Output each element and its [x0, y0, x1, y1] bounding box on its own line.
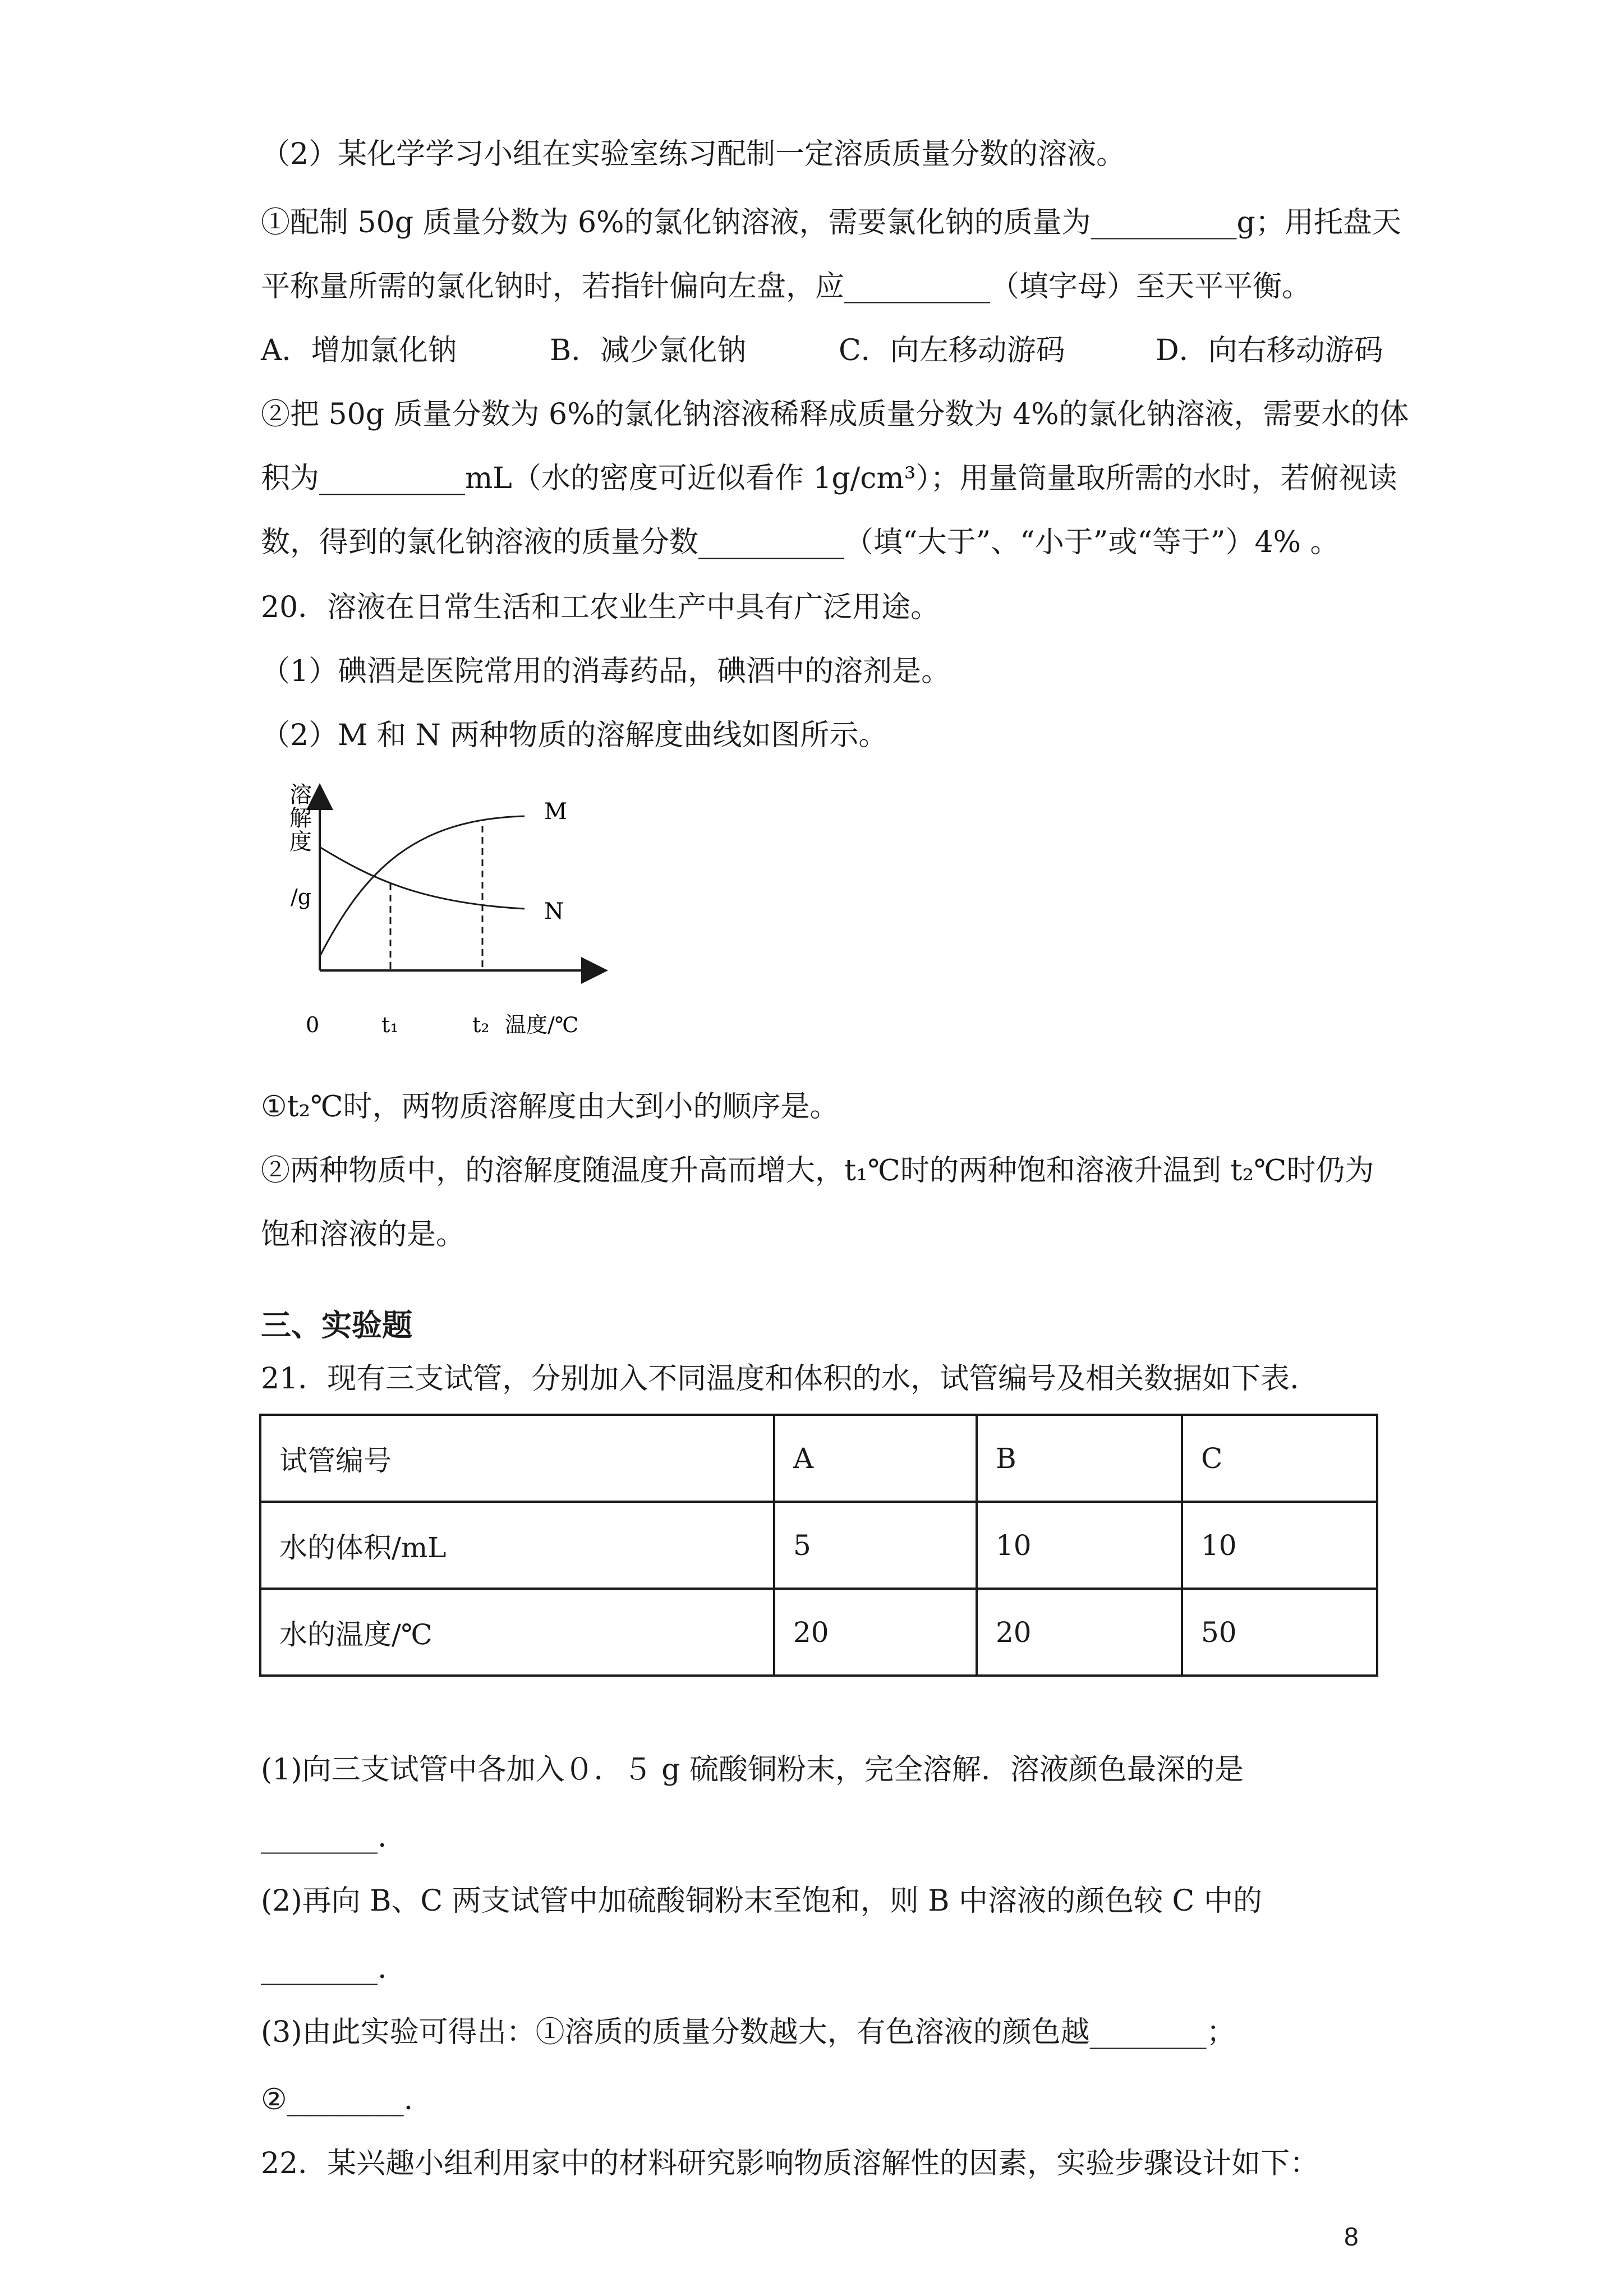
text-line: （1）碘酒是医院常用的消毒药品，碘酒中的溶剂是。: [261, 655, 951, 688]
text-line: 积为__________mL（水的密度可近似看作 1g/cm³）；用量筒量取所需的水时，若俯视读: [261, 462, 1397, 495]
text-line: (3)由此实验可得出：①溶质的质量分数越大，有色溶液的颜色越________；: [261, 2016, 1236, 2049]
table-cell: 水的温度/℃: [260, 1589, 774, 1676]
t1-label: t₁: [381, 1013, 399, 1037]
text-line: （2）M 和 N 两种物质的溶解度曲线如图所示。: [261, 719, 888, 752]
section-heading: 三、实验题: [261, 1308, 412, 1343]
table-cell: B: [977, 1415, 1182, 1502]
question-20: 20．溶液在日常生活和工农业生产中具有广泛用途。: [261, 591, 940, 624]
option-d: D．向右移动游码: [1156, 334, 1383, 367]
text-line: （2）某化学学习小组在实验室练习配制一定溶质质量分数的溶液。: [261, 137, 1126, 171]
t2-label: t₂: [472, 1013, 490, 1037]
text-line: ①配制 50g 质量分数为 6%的氯化钠溶液，需要氯化钠的质量为__________g；用托盘天: [261, 206, 1401, 240]
table-row: [260, 1502, 1377, 1589]
option-a: A．增加氯化钠: [261, 334, 457, 367]
text-line: (2)再向 B、C 两支试管中加硫酸铜粉末至饱和，则 B 中溶液的颜色较 C 中的: [261, 1884, 1262, 1918]
table-cell: 10: [977, 1502, 1182, 1589]
table-cell: 20: [774, 1589, 977, 1676]
text-line: ②________.: [261, 2083, 413, 2116]
y-label-1: 溶: [289, 782, 312, 808]
table-cell: 水的体积/mL: [260, 1502, 774, 1589]
y-label-3: 度: [289, 829, 312, 855]
table-cell: 10: [1182, 1502, 1377, 1589]
text-line: ①t₂℃时，两物质溶解度由大到小的顺序是。: [261, 1090, 839, 1124]
question-22: 22．某兴趣小组利用家中的材料研究影响物质溶解性的因素，实验步骤设计如下：: [261, 2147, 1319, 2180]
text-line: 数，得到的氯化钠溶液的质量分数__________（填“大于”、“小于”或“等于”）4% 。: [261, 526, 1340, 559]
table-cell: 5: [774, 1502, 977, 1589]
text-line: 饱和溶液的是。: [261, 1218, 466, 1251]
table-cell: 20: [977, 1589, 1182, 1676]
data-table: [259, 1414, 1378, 1677]
curve-m: [320, 816, 525, 956]
table-cell: 试管编号: [260, 1415, 774, 1502]
table-cell: A: [774, 1415, 977, 1502]
option-c: C．向左移动游码: [839, 334, 1065, 367]
table-row: [260, 1415, 1377, 1502]
page-number: 8: [1344, 2222, 1359, 2251]
curve-n: [320, 847, 525, 909]
table-cell: 50: [1182, 1589, 1377, 1676]
y-label-2: 解: [289, 806, 312, 831]
curve-m-label: M: [544, 799, 567, 825]
origin-label: 0: [306, 1013, 320, 1037]
text-line: ②两种物质中，的溶解度随温度升高而增大，t₁℃时的两种饱和溶液升温到 t₂℃时仍为: [261, 1154, 1374, 1188]
curve-n-label: N: [544, 899, 564, 924]
question-21: 21．现有三支试管，分别加入不同温度和体积的水，试管编号及相关数据如下表.: [261, 1362, 1299, 1396]
text-line: ________.: [261, 1820, 387, 1854]
text-line: ②把 50g 质量分数为 6%的氯化钠溶液稀释成质量分数为 4%的氯化钠溶液，需要水的体: [261, 398, 1409, 431]
x-label: 温度/℃: [505, 1013, 579, 1037]
y-unit: /g: [291, 885, 312, 909]
text-line: ________.: [261, 1952, 387, 1985]
option-b: B．减少氯化钠: [550, 334, 747, 367]
table-row: [260, 1589, 1377, 1676]
table-cell: C: [1182, 1415, 1377, 1502]
text-line: (1)向三支试管中各加入０．５ g 硫酸铜粉末，完全溶解．溶液颜色最深的是: [261, 1753, 1244, 1787]
text-line: 平称量所需的氯化钠时，若指针偏向左盘，应__________（填字母）至天平平衡。: [261, 270, 1312, 303]
options-row: [261, 331, 1383, 370]
solubility-curve-figure: [280, 780, 628, 1055]
